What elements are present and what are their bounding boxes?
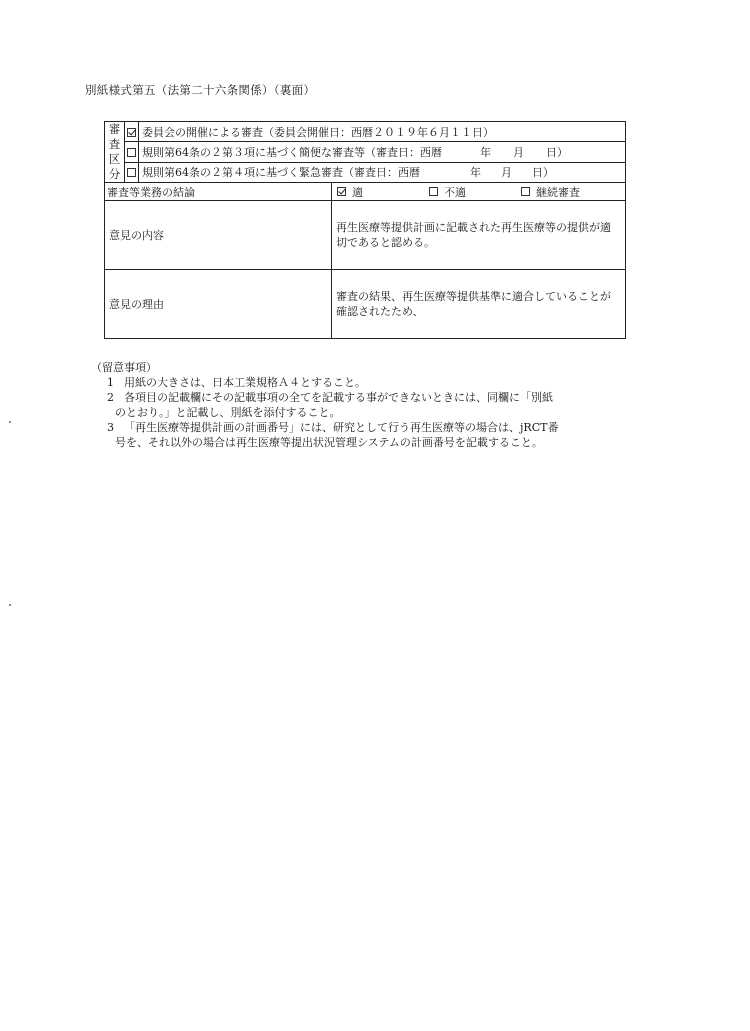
note-number: 2 [107,391,114,404]
opinion-text: 再生医療等提供計画に記載された再生医療等の提供が適切であると認める。 [336,221,611,249]
result-option-suitable[interactable] [335,184,429,200]
scan-speck [9,604,11,606]
note-text: 各項目の記載欄にその記載事項の全てを記載する事ができないときには、同欄に「別紙 [124,391,553,404]
reason-text: 審査の結果、再生医療等提供基準に適合していることが確認されたため、 [336,290,611,318]
notes-section [91,360,651,450]
opinion-row [105,201,626,270]
category-3-checkbox-cell [125,162,139,182]
reason-text-cell [332,270,626,339]
result-label-cell [105,183,332,201]
result-options-cell [332,183,626,201]
review-category-label [105,122,125,183]
note-item [91,420,651,435]
unsuitable-checkbox[interactable] [429,187,438,196]
category-label-char: 査 [108,137,121,151]
month-label: 月 [513,145,524,159]
result-options [335,184,622,200]
category-3-text [139,162,626,182]
note-item [91,375,651,390]
notes-heading: （留意事項） [91,361,157,374]
category-row-1 [105,122,626,142]
review-form-table [104,121,626,339]
day-label: 日） [546,145,568,159]
category-row-2 [105,142,626,162]
note-item [91,390,651,405]
continued-review-checkbox[interactable] [521,187,530,196]
reason-label: 意見の理由 [109,298,164,311]
reason-row [105,270,626,339]
note-text: 「再生医療等提供計画の計画番号」には、研究として行う再生医療等の場合は、jRCT番 [124,421,559,434]
note-continuation: のとおり。」と記載し、別紙を添付すること。 [115,406,341,419]
category-1-checkbox[interactable] [127,128,136,137]
scan-speck [9,421,11,423]
category-2-checkbox[interactable] [127,148,136,157]
opinion-label-cell [105,201,332,270]
category-2-text [139,142,626,162]
opinion-text-cell [332,201,626,270]
result-label: 審査等業務の結論 [107,185,195,199]
note-number: 1 [107,376,114,389]
category-2-checkbox-cell [125,142,139,162]
urgent-review-text: 規則第64条の２第４項に基づく緊急審査（審査日：西暦 [142,166,420,180]
committee-review-text: 委員会の開催による審査（委員会開催日：西暦２０１９年６月１１日） [142,125,494,139]
reason-label-cell [105,270,332,339]
day-label: 日） [532,166,554,180]
note-text: 用紙の大きさは、日本工業規格Ａ４とすること。 [124,376,366,389]
continued-review-label: 継続審査 [536,185,580,199]
year-label: 年 [480,145,491,159]
category-label-char: 区 [108,152,121,166]
result-option-unsuitable[interactable] [429,184,521,200]
suitable-checkbox[interactable] [337,187,346,196]
category-label-char: 審 [108,122,121,136]
category-label-char: 分 [108,167,121,181]
opinion-label: 意見の内容 [109,229,164,242]
form-title: 別紙様式第五（法第二十六条関係）（裏面） [85,83,316,97]
month-label: 月 [501,166,512,180]
category-1-text [139,122,626,142]
category-1-checkbox-cell [125,122,139,142]
note-continuation: 号を、それ以外の場合は再生医療等提出状況管理システムの計画番号を記載すること。 [115,436,543,449]
result-row [105,183,626,201]
suitable-label: 適 [352,185,363,199]
category-3-checkbox[interactable] [127,168,136,177]
result-option-continued[interactable] [521,184,580,200]
note-number: 3 [107,421,114,434]
unsuitable-label: 不適 [444,185,466,199]
simple-review-text: 規則第64条の２第３項に基づく簡便な審査等（審査日：西暦 [142,145,442,159]
year-label: 年 [470,166,481,180]
category-row-3 [105,162,626,182]
